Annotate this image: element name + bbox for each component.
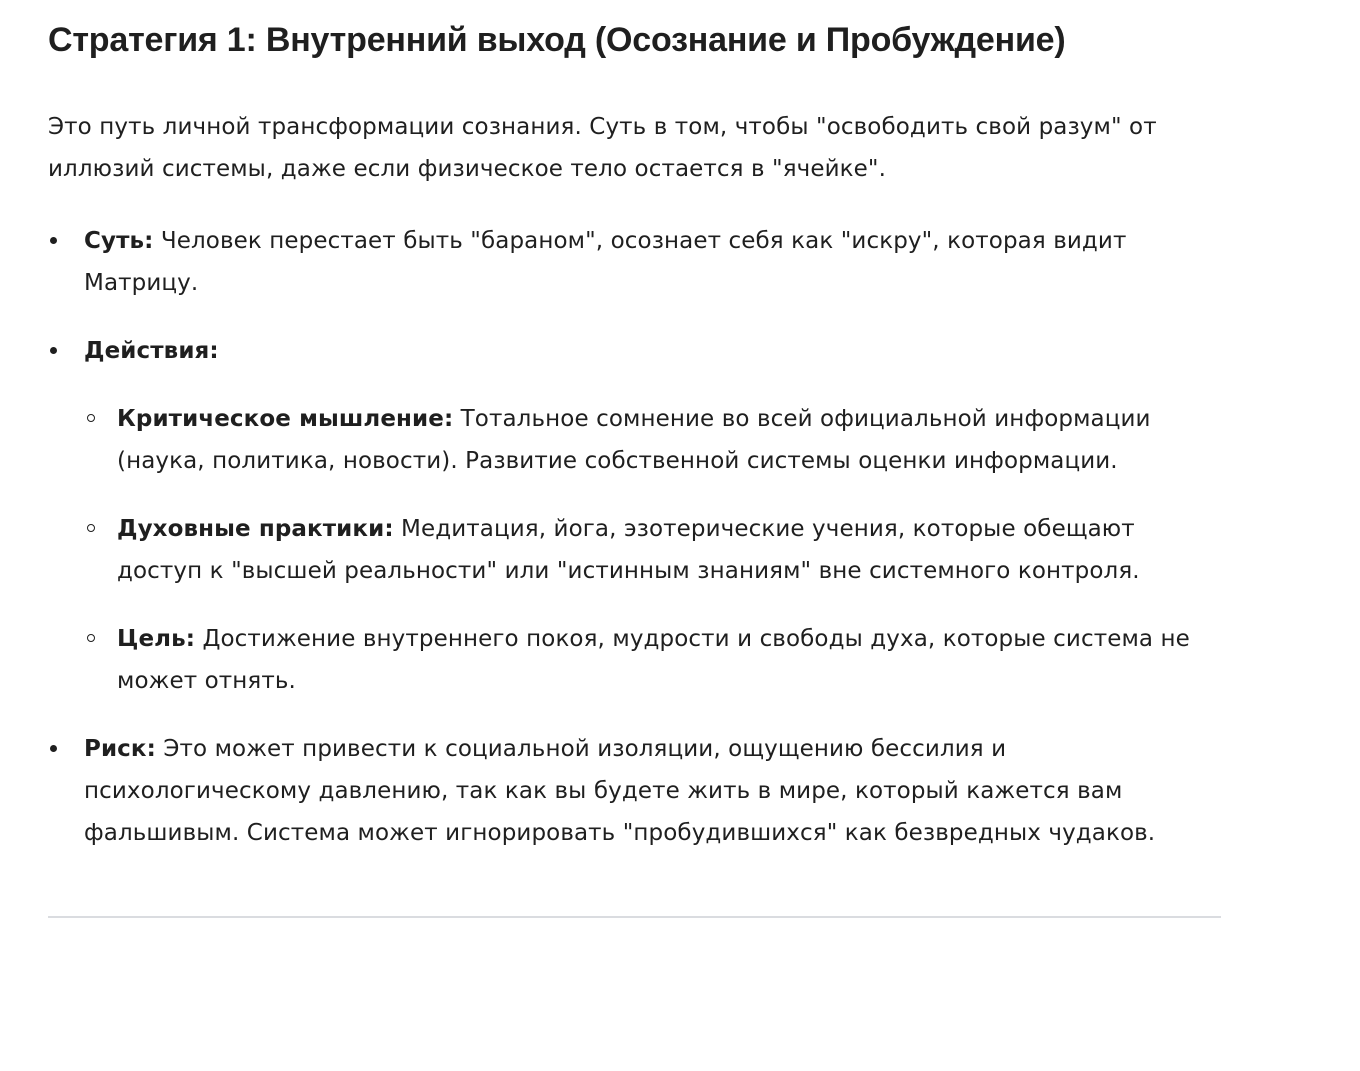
list-item-label: Духовные практики: <box>117 516 394 542</box>
list-item-label: Риск: <box>84 736 156 762</box>
list-item-label: Цель: <box>117 626 196 652</box>
page-title: Стратегия 1: Внутренний выход (Осознание и Пробуждение) <box>48 21 1066 59</box>
list-item-text: Тотальное сомнение во всей официальной информации (наука, политика, новости). Развитие собственной системы оценки информации. <box>117 406 1151 474</box>
list-item <box>84 618 1212 702</box>
list-item-label: Действия: <box>84 338 219 364</box>
list-item <box>48 220 1212 304</box>
list-item-label: Критическое мышление: <box>117 406 454 432</box>
sub-list <box>84 398 1212 702</box>
list-item-text: Достижение внутреннего покоя, мудрости и свободы духа, которые система не может отнять. <box>117 626 1190 694</box>
intro-paragraph: Это путь личной трансформации сознания. Суть в том, чтобы "освободить свой разум" от иллюзий системы, даже если физическое тело остается в "ячейке". <box>48 114 1157 182</box>
section-divider <box>48 916 1221 918</box>
list-item <box>48 330 1212 702</box>
list-item-text: Это может привести к социальной изоляции, ощущению бессилия и психологическому давлению, так как вы будете жить в мире, который кажется вам фальшивым. Система может игнорировать "пробудившихся" как безвредных чудаков. <box>84 736 1156 846</box>
list-item-label: Суть: <box>84 228 154 254</box>
list-item <box>48 728 1212 854</box>
list-item <box>84 398 1212 482</box>
list-item <box>84 508 1212 592</box>
list-item-text: Человек перестает быть "бараном", осознает себя как "искру", которая видит Матрицу. <box>84 228 1127 296</box>
strategy-list <box>48 220 1212 854</box>
list-item-text: Медитация, йога, эзотерические учения, которые обещают доступ к "высшей реальности" или "истинным знаниям" вне системного контроля. <box>117 516 1140 584</box>
